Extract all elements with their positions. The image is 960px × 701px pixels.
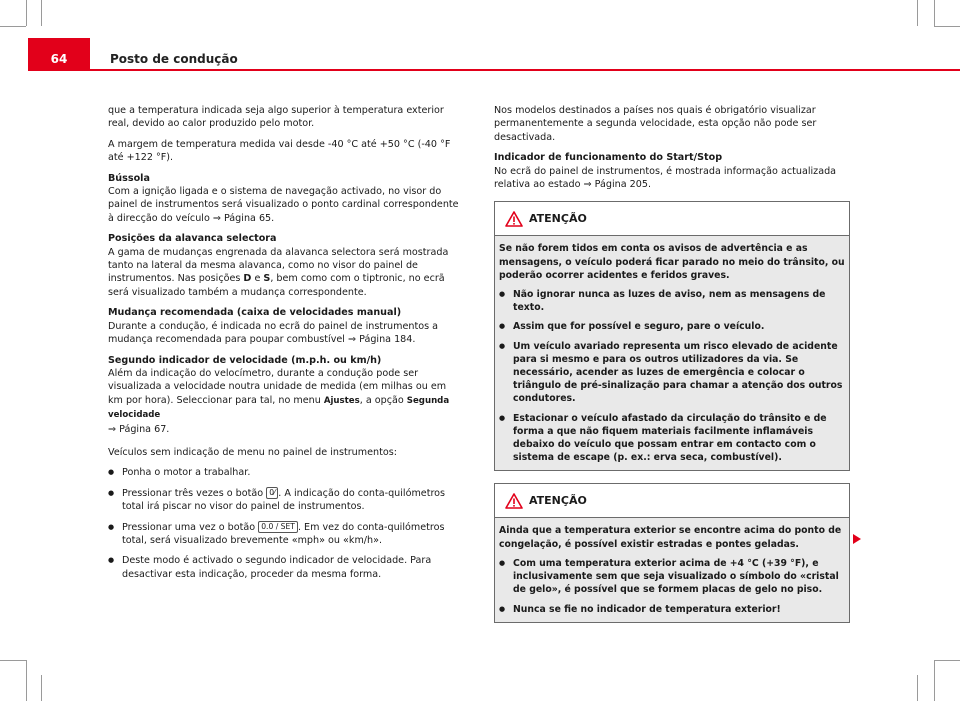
gear-position-d: D bbox=[243, 273, 252, 285]
warning-box bbox=[494, 483, 850, 622]
warning-title: ATENÇÃO bbox=[529, 494, 587, 508]
paragraph bbox=[108, 367, 464, 436]
text-run: , a opção bbox=[359, 394, 407, 406]
crop-mark bbox=[0, 26, 26, 27]
crop-mark bbox=[934, 660, 960, 661]
page-number: 64 bbox=[28, 38, 90, 71]
text-run: A gama de mudanças engrenada da alavanca selectora será mostrada tanto na lateral da mesma alavanca, como no visor do painel de instrumentos. Nas posições bbox=[108, 246, 449, 285]
paragraph: A margem de temperatura medida vai desde -40 °C até +50 °C (-40 °F até +122 °F). bbox=[108, 138, 451, 164]
list-item-text: Deste modo é activado o segundo indicador de velocidade. Para desactivar esta indicação, proceder da mesma forma. bbox=[122, 555, 432, 580]
set-key: 0.0 / SET bbox=[258, 521, 298, 533]
list-item: ● Assim que for possível e seguro, pare o veículo. bbox=[499, 320, 845, 333]
paragraph bbox=[108, 246, 464, 300]
text-run: e bbox=[251, 273, 264, 285]
page-header bbox=[28, 38, 960, 71]
paragraph: No ecrã do painel de instrumentos, é mostrada informação actualizada relativa ao estado ⇒ Página 205. bbox=[494, 165, 837, 191]
list-item: ● Estacionar o veículo afastado da circulação do trânsito e de forma a que não fiquem materiais facilmente inflamáveis debaixo do veículo que possam entrar em contacto com o sistema de escape (p. ex.: erva seca, combustível). bbox=[499, 412, 845, 465]
list-item bbox=[108, 521, 464, 548]
list-item bbox=[108, 554, 464, 581]
paragraph: Com a ignição ligada e o sistema de navegação activado, no visor do painel de instrumentos será visualizado o ponto cardinal correspondente à direcção do veículo ⇒ Página 65. bbox=[108, 186, 459, 224]
right-column bbox=[494, 104, 850, 635]
warning-body bbox=[495, 236, 849, 470]
list-item: ● Com uma temperatura exterior acima de +4 °C (+39 °F), e inclusivamente sem que seja visualizado o símbolo do «cristal de gelo», é possível que se formem placas de gelo no piso. bbox=[499, 557, 845, 597]
list-item-text: . Em vez do conta-quilómetros total, será visualizado brevemente «mph» ou «km/h». bbox=[122, 521, 445, 546]
left-column bbox=[108, 104, 464, 588]
warning-box bbox=[494, 201, 850, 471]
gear-position-s: S bbox=[263, 273, 271, 285]
crop-mark bbox=[934, 660, 935, 701]
page-title: Posto de condução bbox=[110, 52, 238, 66]
crop-mark bbox=[26, 0, 27, 26]
header-rule bbox=[90, 69, 960, 71]
crop-mark bbox=[41, 675, 42, 701]
menu-name: Ajustes bbox=[323, 395, 360, 406]
warning-header bbox=[495, 484, 849, 518]
crop-mark bbox=[26, 660, 27, 701]
warning-triangle-icon bbox=[505, 493, 523, 509]
menu-option: Segunda velocidade bbox=[108, 395, 450, 421]
continue-arrow-icon bbox=[853, 534, 861, 544]
warning-body bbox=[495, 518, 849, 621]
paragraph: Veículos sem indicação de menu no painel de instrumentos: bbox=[108, 446, 397, 458]
section-heading: Bússola bbox=[108, 172, 150, 184]
paragraph: que a temperatura indicada seja algo superior à temperatura exterior real, devido ao calor produzido pelo motor. bbox=[108, 105, 444, 130]
section-heading: Mudança recomendada (caixa de velocidades manual) bbox=[108, 307, 402, 319]
list-item-text: . A indicação do conta-quilómetros total irá piscar no visor do painel de instrumentos. bbox=[122, 487, 446, 513]
section-heading: Segundo indicador de velocidade (m.p.h. ou km/h) bbox=[108, 354, 382, 366]
crop-mark bbox=[917, 0, 918, 26]
section-heading: Indicador de funcionamento do Start/Stop bbox=[494, 152, 723, 164]
list-item-text: Pressionar uma vez o botão bbox=[122, 521, 259, 533]
text-run: Além da indicação do velocímetro, durante a condução pode ser visualizada a velocidade noutra unidade de medida (em milhas ou em km por hora). Seleccionar para tal, no menu bbox=[108, 367, 447, 406]
paragraph: Nos modelos destinados a países nos quais é obrigatório visualizar permanentemente a segunda velocidade, esta opção não pode ser desactivada. bbox=[494, 105, 817, 143]
warning-intro: Ainda que a temperatura exterior se encontre acima do ponto de congelação, é possível existir estradas e pontes geladas. bbox=[499, 525, 842, 550]
text-run: , bem como com o tiptronic, no ecrã será visualizado também a mudança correspondente. bbox=[108, 273, 445, 298]
list-item: ● Nunca se fie no indicador de temperatura exterior! bbox=[499, 603, 845, 616]
list-item: ● Não ignorar nunca as luzes de aviso, nem as mensagens de texto. bbox=[499, 288, 845, 314]
warning-intro: Se não forem tidos em conta os avisos de advertência e as mensagens, o veículo poderá ficar parado no meio do trânsito, ou poderão ocorrer acidentes e feridos graves. bbox=[499, 243, 845, 281]
warning-title: ATENÇÃO bbox=[529, 212, 587, 226]
list-item bbox=[108, 466, 464, 479]
list-item-text: Ponha o motor a trabalhar. bbox=[122, 467, 251, 479]
list-item bbox=[108, 487, 464, 514]
warning-header bbox=[495, 202, 849, 236]
paragraph: Durante a condução, é indicada no ecrã do painel de instrumentos a mudança recomendada para poupar combustível ⇒ Página 184. bbox=[108, 320, 439, 346]
crop-mark bbox=[934, 26, 960, 27]
warning-triangle-icon bbox=[505, 211, 523, 227]
crop-mark bbox=[917, 675, 918, 701]
crop-mark bbox=[41, 0, 42, 26]
list-item-text: Pressionar três vezes o botão bbox=[122, 487, 267, 499]
section-heading: Posições da alavanca selectora bbox=[108, 233, 277, 245]
crop-mark bbox=[934, 0, 935, 26]
trip-reset-key: 0⁄ bbox=[266, 487, 278, 499]
page-reference: ⇒ Página 67. bbox=[108, 423, 170, 435]
list-item: ● Um veículo avariado representa um risco elevado de acidente para si mesmo e para os outros utilizadores da via. Se necessário, acender as luzes de emergência e colocar o triângulo de pré-sinalização para chamar a atenção dos outros condutores. bbox=[499, 340, 845, 406]
crop-mark bbox=[0, 660, 26, 661]
